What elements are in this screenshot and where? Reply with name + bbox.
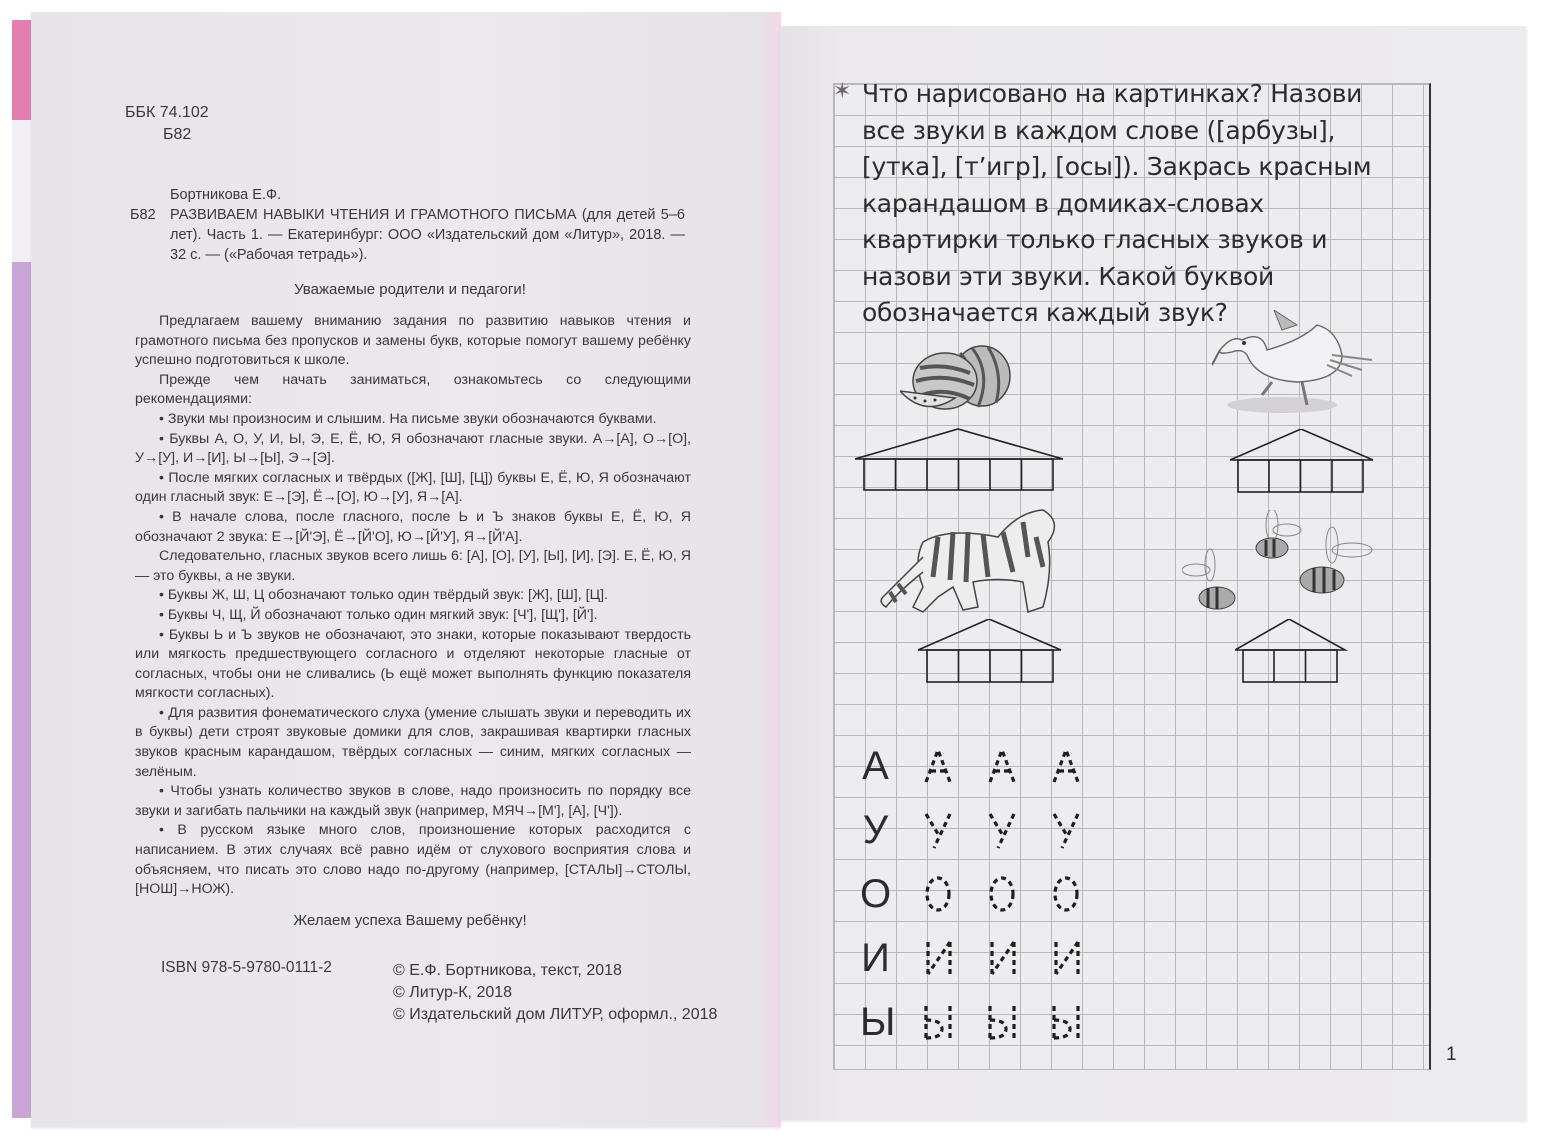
isbn: ISBN 978-5-9780-0111-2 <box>161 959 332 976</box>
paragraph: • Чтобы узнать количество звуков в слове, надо произносить по порядку все звуки и загибать пальчики на каждый звук (например, МЯЧ→[М'], [А], [Ч']). <box>135 783 691 819</box>
sound-house-wasps <box>1235 619 1349 685</box>
catalog-code: Б82 <box>130 207 156 223</box>
copyright-block <box>393 960 717 1026</box>
model-letter: Ы <box>860 1000 896 1044</box>
paragraph: Предлагаем вашему вниманию задания по развитию навыков чтения и грамотного письма без пропусков и замены букв, которые помогут вашему ребёнку успешно подготовиться к школе. <box>135 313 691 369</box>
bibliographic-title: РАЗВИВАЕМ НАВЫКИ ЧТЕНИЯ И ГРАМОТНОГО ПИСЬМА (для детей 5–6 лет). Часть 1. — Екатеринбург: ООО «Издательский дом «Литур», 2018. — 32 с. — («Рабочая тетрадь»). <box>170 207 685 263</box>
model-letter: А <box>862 744 889 788</box>
paragraph: • В русском языке много слов, произношение которых расходится с написанием. В этих случаях всё равно идём от слухового восприятия слова и объясняем, что писать это слово надо по-другому (например, [СТАЛЫ]→СТОЛЫ, [НОШ]→НОЖ). <box>135 822 691 898</box>
star-icon: ✶ <box>833 79 852 104</box>
copyright-line: © Е.Ф. Бортникова, текст, 2018 <box>393 962 622 979</box>
recommendations-text <box>135 312 691 900</box>
paragraph: • После мягких согласных и твёрдых ([Ж], [Ш], [Ц]) буквы Е, Ё, Ю, Я обозначают один гласный звук: Е→[Э], Ё→[О], Ю→[У], Я→[А]. <box>135 469 691 506</box>
model-letter: И <box>861 936 890 980</box>
greeting-heading: Уважаемые родители и педагоги! <box>294 281 526 298</box>
watermelon-picture <box>900 343 1015 417</box>
bbk-author-code: Б82 <box>163 126 192 143</box>
closing-wish: Желаем успеха Вашему ребёнку! <box>293 912 527 929</box>
cover-white-stripe <box>12 120 32 262</box>
book-cover-edge <box>12 20 32 1118</box>
paragraph: • В начале слова, после гласного, после Ь и Ъ знаков буквы Е, Ё, Ю, Я обозначают 2 звука: Е→[Й'Э], Ё→[Й'О], Ю→[Й'У], Я→[Й'А]. <box>135 508 691 545</box>
paragraph: • Буквы Ж, Ш, Ц обозначают только один твёрдый звук: [Ж], [Ш], [Ц]. <box>159 587 608 604</box>
sound-house-duck <box>1230 429 1376 495</box>
page-number: 1 <box>1446 1044 1457 1065</box>
sound-house-watermelon <box>855 427 1065 493</box>
task-instructions: Что нарисовано на картинках? Назови все звуки в каждом слове ([арбузы], [утка], [т’игр], [осы]). Закрась красным карандашом в домиках-словах квартирки только гласных звуков и назови эти звуки. Какой буквой обозначается каждый звук? <box>862 79 1372 327</box>
paragraph: • Звуки мы произносим и слышим. На письме звуки обозначаются буквами. <box>159 410 657 427</box>
copyright-line: © Литур-К, 2018 <box>393 984 513 1001</box>
paragraph: Прежде чем начать заниматься, ознакомьтесь со следующими рекомендациями: <box>135 371 691 408</box>
bbk-block <box>125 102 209 146</box>
paragraph: • Буквы Ч, Щ, Й обозначают только один мягкий звук: [Ч'], [Щ'], [Й']. <box>159 606 598 623</box>
paragraph: Следовательно, гласных звуков всего лишь 6: [А], [О], [У], [Ы], [И], [Э]. Е, Ё, Ю, Я — это буквы, а не звуки. <box>135 548 691 584</box>
tiger-picture <box>878 502 1063 626</box>
paragraph: • Буквы Ь и Ъ звуков не обозначают, это знаки, которые показывают твердость или мягкость предшествующего согласного и отделяют некоторые гласные от согласных, чтобы они не сливались (Ь ещё может выполнять функцию показателя мягкости согласных). <box>135 626 691 702</box>
tracing-letters <box>920 740 1090 1050</box>
author-name: Бортникова Е.Ф. <box>170 187 282 203</box>
bibliographic-record <box>130 185 685 265</box>
wasps-picture <box>1182 510 1382 624</box>
model-letter: У <box>862 808 889 852</box>
copyright-line: © Издательский дом ЛИТУР, оформл., 2018 <box>393 1006 718 1023</box>
cover-pink-stripe <box>12 20 32 120</box>
paragraph: • Для развития фонематического слуха (умение слышать звуки и переводить их в буквы) дети строят звуковые домики для слов, закрашивая квартирки гласных звуков красным карандашом, твёрдых согласных — синим, мягких согласных — зелёным. <box>135 704 691 780</box>
model-letter: О <box>860 872 892 916</box>
bbk-index: ББК 74.102 <box>125 104 209 121</box>
sound-house-tiger <box>918 619 1064 685</box>
duck-picture <box>1212 310 1377 419</box>
paragraph: • Буквы А, О, У, И, Ы, Э, Е, Ё, Ю, Я обозначают гласные звуки. А→[А], О→[О], У→[У], И→[И], Ы→[Ы], Э→[Э]. <box>135 430 691 467</box>
